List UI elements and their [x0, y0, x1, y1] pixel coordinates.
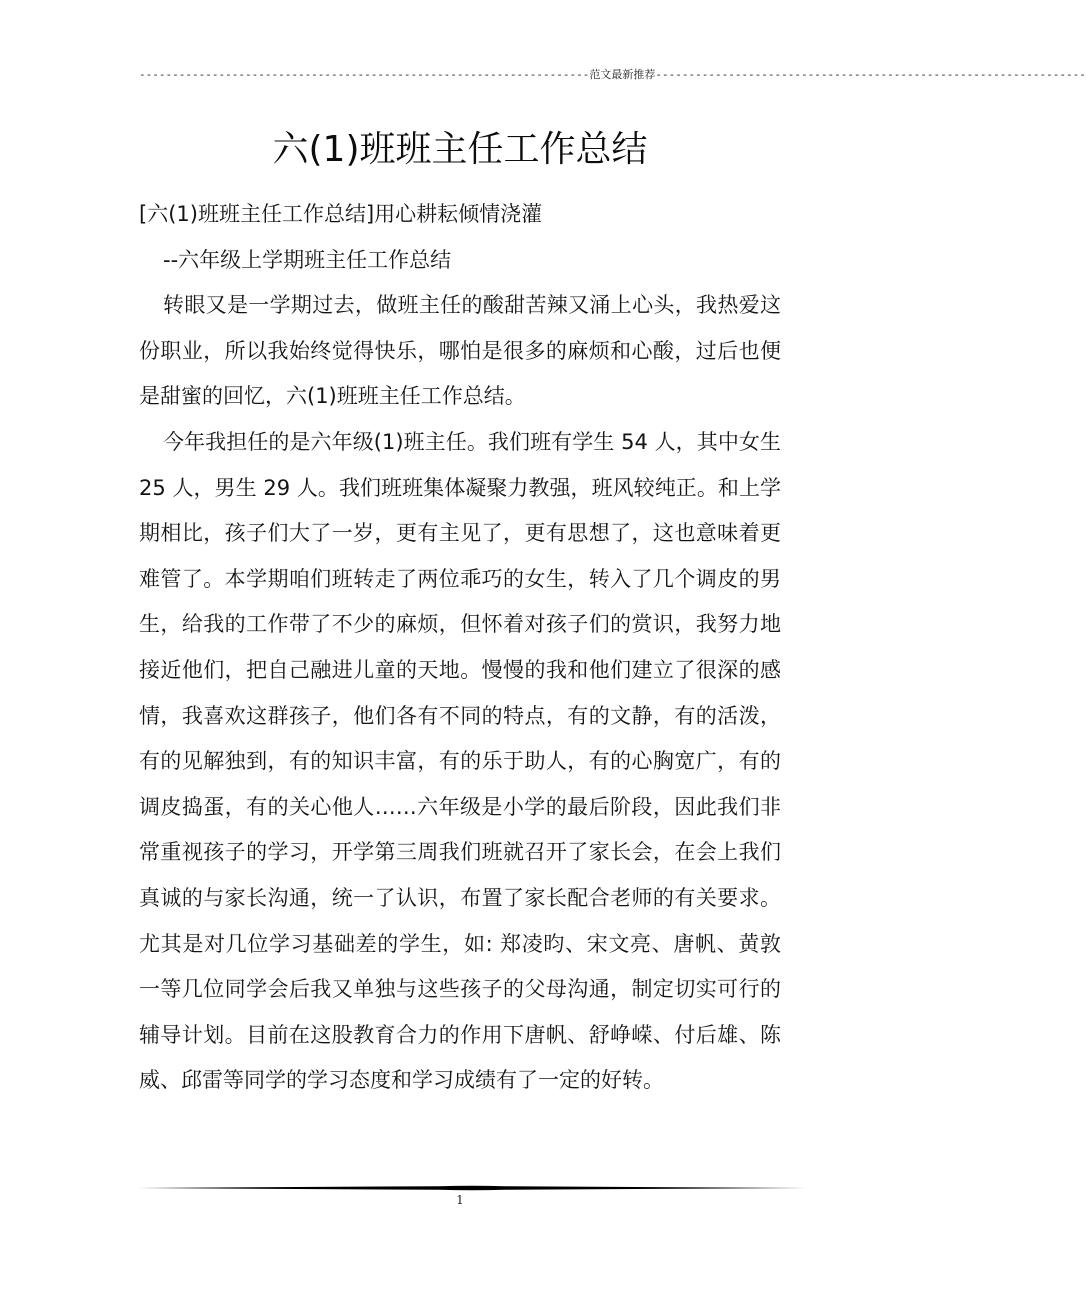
header-dashes-right: ----------------------------------------------------------------- [655, 68, 1086, 81]
subtitle-line: [六(1)班班主任工作总结]用心耕耘倾情浇灌 [139, 202, 543, 226]
document-body [139, 192, 781, 1104]
paragraph-1: 转眼又是一学期过去，做班主任的酸甜苦辣又涌上心头，我热爱这份职业，所以我始终觉得快乐，哪怕是很多的麻烦和心酸，过后也便是甜蜜的回忆，六(1)班班主任工作总结。 [139, 293, 781, 409]
header-dashes-left: -------------------------------------------------------------------- [139, 68, 590, 81]
header-rule [139, 68, 1086, 82]
paragraph-2: 今年我担任的是六年级(1)班主任。我们班有学生 54 人，其中女生 25 人，男生 29 人。我们班班集体凝聚力教强，班风较纯正。和上学期相比，孩子们大了一岁，更有主见了，更有思想了，这也意味着更难管了。本学期咱们班转走了两位乖巧的女生，转入了几个调皮的男生，给我的工作带了不少的麻烦，但怀着对孩子们的赏识，我努力地接近他们，把自己融进儿童的天地。慢慢的我和他们建立了很深的感情，我喜欢这群孩子，他们各有不同的特点，有的文静，有的活泼，有的见解独到，有的知识丰富，有的乐于助人，有的心胸宽广，有的调皮捣蛋，有的关心他人……六年级是小学的最后阶段，因此我们非常重视孩子的学习，开学第三周我们班就召开了家长会，在会上我们真诚的与家长沟通，统一了认识，布置了家长配合老师的有关要求。尤其是对几位学习基础差的学生，如: 郑凌昀、宋文亮、唐帆、黄敦一等几位同学会后我又单独与这些孩子的父母沟通，制定切实可行的辅导计划。目前在这股教育合力的作用下唐帆、舒峥嵘、付后雄、陈威、邱雷等同学的学习态度和学习成绩有了一定的好转。 [139, 429, 781, 1093]
header-label: 范文最新推荐 [589, 68, 656, 81]
document-title: 六(1)班班主任工作总结 [272, 129, 648, 170]
subtitle-line-2: --六年级上学期班主任工作总结 [163, 247, 452, 272]
page-number: 1 [456, 1193, 464, 1207]
